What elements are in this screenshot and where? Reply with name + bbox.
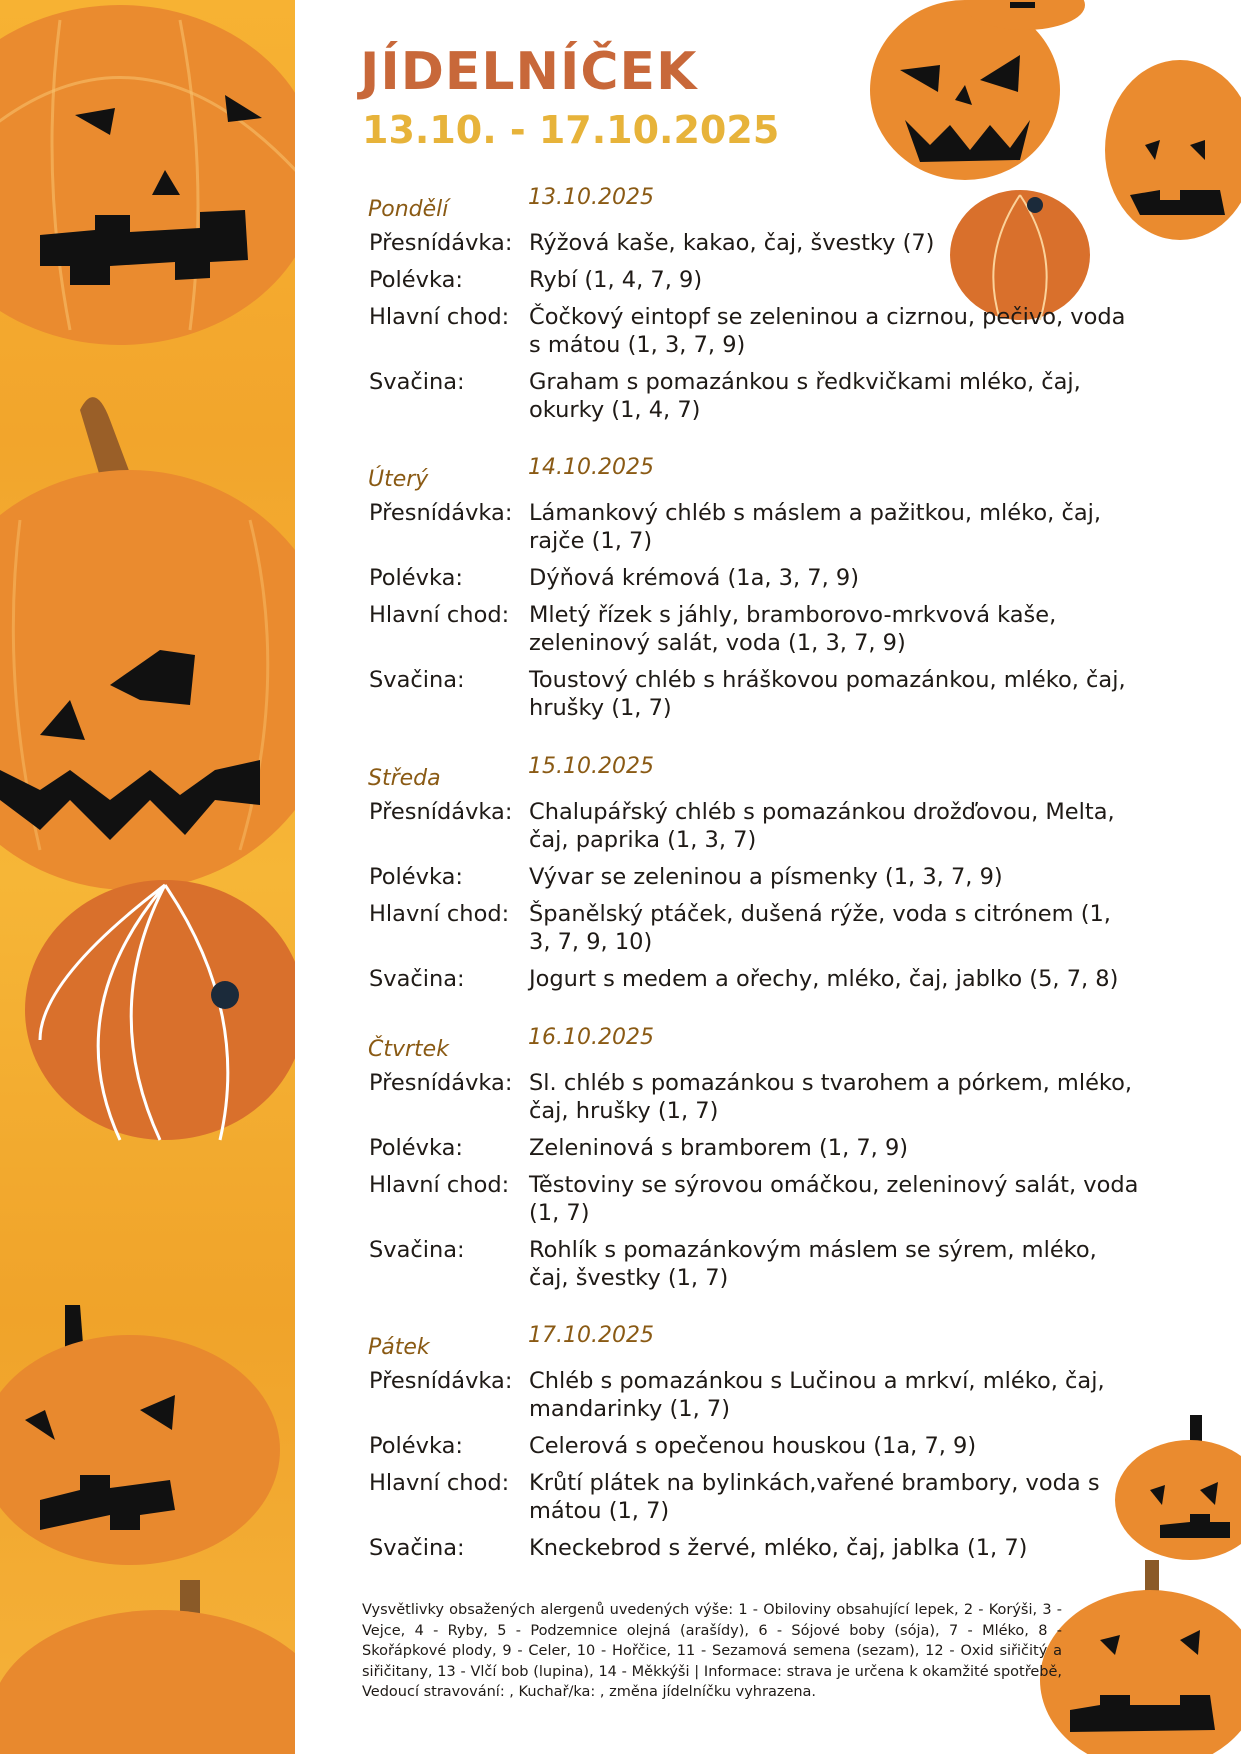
meal-text: Zeleninová s bramborem (1, 7, 9) [529,1135,909,1161]
day-date: 13.10.2025 [528,185,654,210]
pumpkin-bottom-left [0,1580,295,1754]
meal-text: Celerová s opečenou houskou (1a, 7, 9) [529,1433,977,1459]
meal-label: Polévka: [369,864,463,890]
meal-text: Sl. chléb s pomazánkou s tvarohem a pórkem, mléko, čaj, hrušky (1, 7) [529,1070,1133,1124]
meal-text: Kneckebrod s žervé, mléko, čaj, jablka (1, 7) [529,1535,1028,1561]
meal-label: Přesnídávka: [369,799,513,825]
meal-text: Chalupářský chléb s pomazánkou drožďovou, Melta, čaj, paprika (1, 3, 7) [529,799,1115,853]
pumpkin-cluster-bottom-right [1040,1410,1241,1754]
date-range: 13.10. - 17.10.2025 [362,108,780,152]
meal-label: Polévka: [369,267,463,293]
meal-text: Chléb s pomazánkou s Lučinou a mrkví, mléko, čaj, mandarinky (1, 7) [529,1368,1105,1422]
meal-text: Vývar se zeleninou a písmenky (1, 3, 7, 9) [529,864,1003,890]
meal-label: Hlavní chod: [369,602,510,628]
meal-text: Mletý řízek s jáhly, bramborovo-mrkvová kaše, zeleninový salát, voda (1, 3, 7, 9) [529,602,1057,656]
meal-text: Graham s pomazánkou s ředkvičkami mléko, čaj, okurky (1, 4, 7) [529,369,1081,423]
meal-label: Hlavní chod: [369,901,510,927]
meal-label: Hlavní chod: [369,1172,510,1198]
meal-label: Svačina: [369,966,465,992]
meal-label: Polévka: [369,565,463,591]
page-title: JÍDELNÍČEK [360,42,698,102]
allergen-footnote: Vysvětlivky obsažených alergenů uvedených výše: 1 - Obiloviny obsahující lepek, 2 - Korýši, 3 - Vejce, 4 - Ryby, 5 - Podzemnice olejná (arašídy), 6 - Sójové boby (sója), 7 - Mléko, 8 - Skořápkové plody, 9 - Celer, 10 - Hořčice, 11 - Sezamová semena (sezam), 12 - Oxid siřičitý a siřičitany, 13 - Vlčí bob (lupina), 14 - Měkkýši | Informace: strava je určena k okamžité spotřebě, Vedoucí stravování: , Kuchař/ka: , změna jídelníčku vyhrazena. [362,1602,1062,1700]
left-decorative-band [0,0,295,1754]
pumpkin-plain [25,880,295,1140]
day-name: Středa [368,766,441,791]
jack-o-lantern-top-left [0,5,295,345]
meal-label: Hlavní chod: [369,304,510,330]
meal-text: Jogurt s medem a ořechy, mléko, čaj, jablko (5, 7, 8) [529,966,1119,992]
day-date: 15.10.2025 [528,754,654,779]
meal-text: Rohlík s pomazánkovým máslem se sýrem, mléko, čaj, švestky (1, 7) [529,1237,1097,1291]
pumpkin-illustration-stack [0,0,295,1754]
day-name: Úterý [368,467,429,492]
day-name: Pátek [368,1335,430,1360]
jack-o-lantern-lower-left [0,1305,280,1565]
meal-text: Toustový chléb s hráškovou pomazánkou, mléko, čaj, hrušky (1, 7) [529,667,1126,721]
meal-label: Svačina: [369,369,465,395]
day-date: 17.10.2025 [528,1323,654,1348]
meal-label: Hlavní chod: [369,1470,510,1496]
meal-label: Svačina: [369,1535,465,1561]
meal-text: Krůtí plátek na bylinkách,vařené brambory, voda s mátou (1, 7) [529,1470,1100,1524]
meal-text: Čočkový eintopf se zeleninou a cizrnou, pečivo, voda s mátou (1, 3, 7, 9) [529,304,1126,358]
meal-text: Těstoviny se sýrovou omáčkou, zeleninový salát, voda (1, 7) [529,1172,1139,1226]
day-date: 14.10.2025 [528,455,654,480]
meal-label: Přesnídávka: [369,1070,513,1096]
meal-text: Rýžová kaše, kakao, čaj, švestky (7) [529,230,935,256]
meal-text: Španělský ptáček, dušená rýže, voda s citrónem (1, 3, 7, 9, 10) [529,901,1111,955]
meal-label: Přesnídávka: [369,230,513,256]
day-date: 16.10.2025 [528,1025,654,1050]
day-name: Čtvrtek [368,1037,449,1062]
meal-label: Svačina: [369,1237,465,1263]
meal-text: Dýňová krémová (1a, 3, 7, 9) [529,565,860,591]
meal-label: Polévka: [369,1135,463,1161]
meal-text: Lámankový chléb s máslem a pažitkou, mléko, čaj, rajče (1, 7) [529,500,1102,554]
meal-text: Rybí (1, 4, 7, 9) [529,267,703,293]
meal-label: Přesnídávka: [369,1368,513,1394]
day-name: Pondělí [368,197,449,222]
meal-label: Svačina: [369,667,465,693]
meal-label: Přesnídávka: [369,500,513,526]
jack-o-lantern-middle-left [0,397,295,890]
meal-label: Polévka: [369,1433,463,1459]
